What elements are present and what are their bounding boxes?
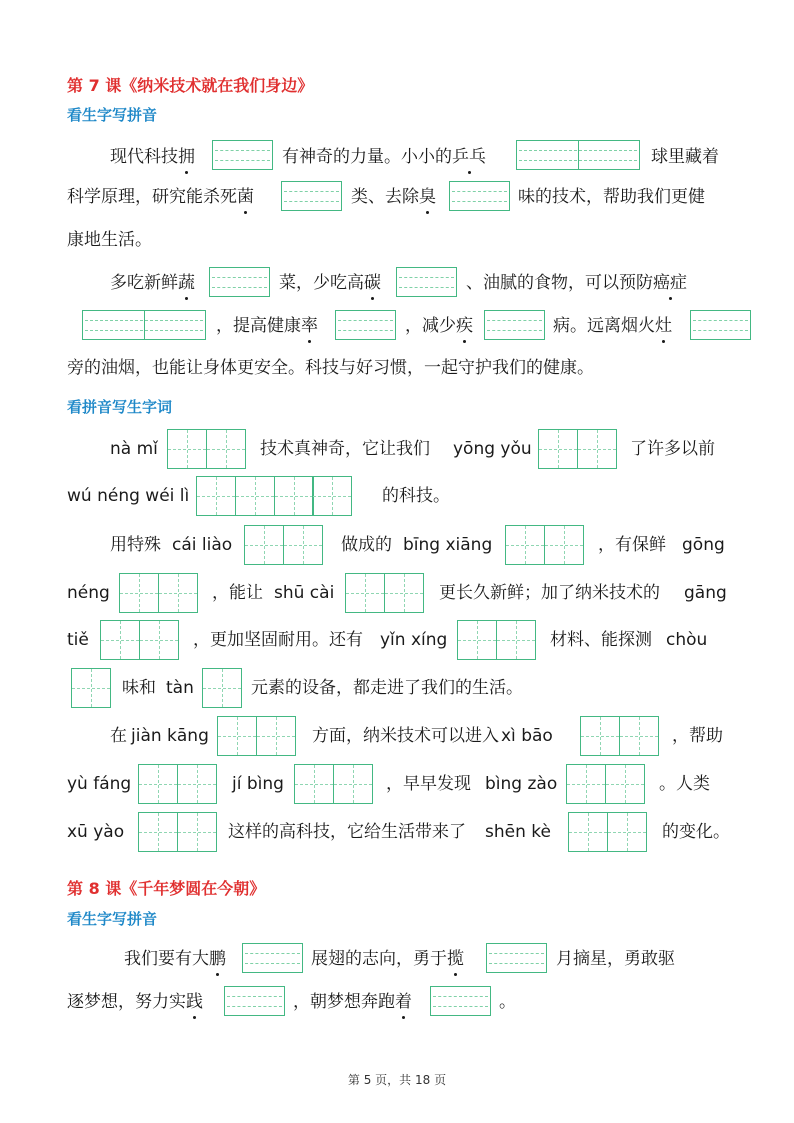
- pinyin-prompt: shū cài: [274, 583, 335, 603]
- pinyin-prompt: bìng zào: [485, 774, 558, 794]
- text: ，更加坚固耐用。还有: [193, 630, 363, 650]
- pinyin-prompt: néng: [67, 583, 110, 603]
- section-write-characters: 看拼音写生字词: [67, 398, 173, 416]
- pinyin-answer-box[interactable]: [516, 140, 640, 170]
- text: ，提高健康率: [216, 316, 318, 336]
- text: 方面，纳米技术可以进入: [312, 726, 499, 746]
- pinyin-answer-box[interactable]: [82, 310, 206, 340]
- pinyin-prompt: tàn: [166, 678, 194, 698]
- section-write-pinyin: 看生字写拼音: [67, 910, 158, 928]
- pinyin-answer-box[interactable]: [209, 267, 270, 297]
- text: 在: [110, 726, 127, 746]
- character-grid[interactable]: [505, 525, 584, 565]
- text: 技术真神奇，它让我们: [260, 439, 430, 459]
- pinyin-prompt: chòu: [666, 630, 708, 650]
- text: 味和: [122, 678, 156, 698]
- pinyin-answer-box[interactable]: [430, 986, 491, 1016]
- character-grid[interactable]: [538, 429, 617, 469]
- text: ，有保鲜: [598, 535, 666, 555]
- pinyin-prompt: nà mǐ: [110, 439, 158, 459]
- pinyin-answer-box[interactable]: [281, 181, 342, 211]
- text: ，朝梦想奔跑着: [293, 992, 412, 1012]
- text: 科学原理，研究能杀死菌: [67, 187, 254, 207]
- character-grid[interactable]: [138, 812, 217, 852]
- text: 现代科技拥: [110, 147, 195, 167]
- text: 类、去除臭: [351, 187, 436, 207]
- character-grid[interactable]: [244, 525, 323, 565]
- text: 月摘星，勇敢驱: [556, 949, 675, 969]
- section-write-pinyin: 看生字写拼音: [67, 106, 158, 124]
- text: 。: [499, 992, 516, 1012]
- text: ，减少疾: [405, 316, 473, 336]
- character-grid[interactable]: [217, 716, 296, 756]
- text: 味的技术，帮助我们更健: [518, 187, 705, 207]
- text: 多吃新鲜蔬: [110, 273, 195, 293]
- text: 有神奇的力量。小小的乒乓: [282, 147, 486, 167]
- text: 的变化。: [662, 822, 730, 842]
- character-grid[interactable]: [566, 764, 645, 804]
- lesson-7-title: 第 7 课《纳米技术就在我们身边》: [67, 76, 314, 95]
- character-grid[interactable]: [580, 716, 659, 756]
- text: 病。远离烟火灶: [553, 316, 672, 336]
- text: 展翅的志向，勇于揽: [311, 949, 464, 969]
- pinyin-answer-box[interactable]: [212, 140, 273, 170]
- pinyin-answer-box[interactable]: [335, 310, 396, 340]
- character-grid[interactable]: [345, 573, 424, 613]
- lesson-8-title: 第 8 课《千年梦圆在今朝》: [67, 879, 266, 898]
- text: 了许多以前: [630, 439, 715, 459]
- character-grid[interactable]: [119, 573, 198, 613]
- character-grid[interactable]: [138, 764, 217, 804]
- character-grid[interactable]: [100, 620, 179, 660]
- text: 元素的设备，都走进了我们的生活。: [251, 678, 523, 698]
- character-grid[interactable]: [167, 429, 246, 469]
- pinyin-prompt: bīng xiāng: [403, 535, 493, 555]
- pinyin-answer-box[interactable]: [242, 943, 303, 973]
- text: 做成的: [341, 535, 392, 555]
- pinyin-answer-box[interactable]: [224, 986, 285, 1016]
- pinyin-prompt: yǐn xíng: [380, 630, 448, 650]
- character-grid[interactable]: [202, 668, 242, 708]
- text: 逐梦想，努力实践: [67, 992, 203, 1012]
- pinyin-prompt: gōng: [682, 535, 725, 555]
- pinyin-answer-box[interactable]: [484, 310, 545, 340]
- pinyin-prompt: gāng: [684, 583, 727, 603]
- character-grid[interactable]: [71, 668, 111, 708]
- character-grid[interactable]: [196, 476, 352, 516]
- pinyin-prompt: jiàn kāng: [131, 726, 209, 746]
- text: 用特殊: [110, 535, 161, 555]
- character-grid[interactable]: [294, 764, 373, 804]
- pinyin-answer-box[interactable]: [690, 310, 751, 340]
- pinyin-prompt: cái liào: [172, 535, 233, 555]
- text: 、油腻的食物，可以预防癌症: [466, 273, 687, 293]
- pinyin-prompt: wú néng wéi lì: [67, 486, 190, 506]
- pinyin-answer-box[interactable]: [396, 267, 457, 297]
- text: 的科技。: [382, 486, 450, 506]
- text: 旁的油烟，也能让身体更安全。科技与好习惯，一起守护我们的健康。: [67, 358, 594, 378]
- pinyin-answer-box[interactable]: [486, 943, 547, 973]
- pinyin-prompt: tiě: [67, 630, 89, 650]
- character-grid[interactable]: [457, 620, 536, 660]
- pinyin-prompt: xū yào: [67, 822, 125, 842]
- pinyin-prompt: xì bāo: [501, 726, 553, 746]
- text: 更长久新鲜；加了纳米技术的: [439, 583, 660, 603]
- text: ，早早发现: [386, 774, 471, 794]
- text: 材料、能探测: [550, 630, 652, 650]
- text: 。人类: [659, 774, 710, 794]
- text: 球里藏着: [651, 147, 719, 167]
- text: ，能让: [212, 583, 263, 603]
- pinyin-prompt: yōng yǒu: [453, 439, 532, 459]
- pinyin-answer-box[interactable]: [449, 181, 510, 211]
- pinyin-prompt: shēn kè: [485, 822, 551, 842]
- text: 菜，少吃高碳: [279, 273, 381, 293]
- text: ，帮助: [672, 726, 723, 746]
- character-grid[interactable]: [568, 812, 647, 852]
- pinyin-prompt: yù fáng: [67, 774, 132, 794]
- text: 这样的高科技，它给生活带来了: [228, 822, 466, 842]
- text: 我们要有大鹏: [124, 949, 226, 969]
- text: 康地生活。: [67, 230, 152, 250]
- page-footer: 第 5 页，共 18 页: [347, 1073, 447, 1087]
- pinyin-prompt: jí bìng: [232, 774, 284, 794]
